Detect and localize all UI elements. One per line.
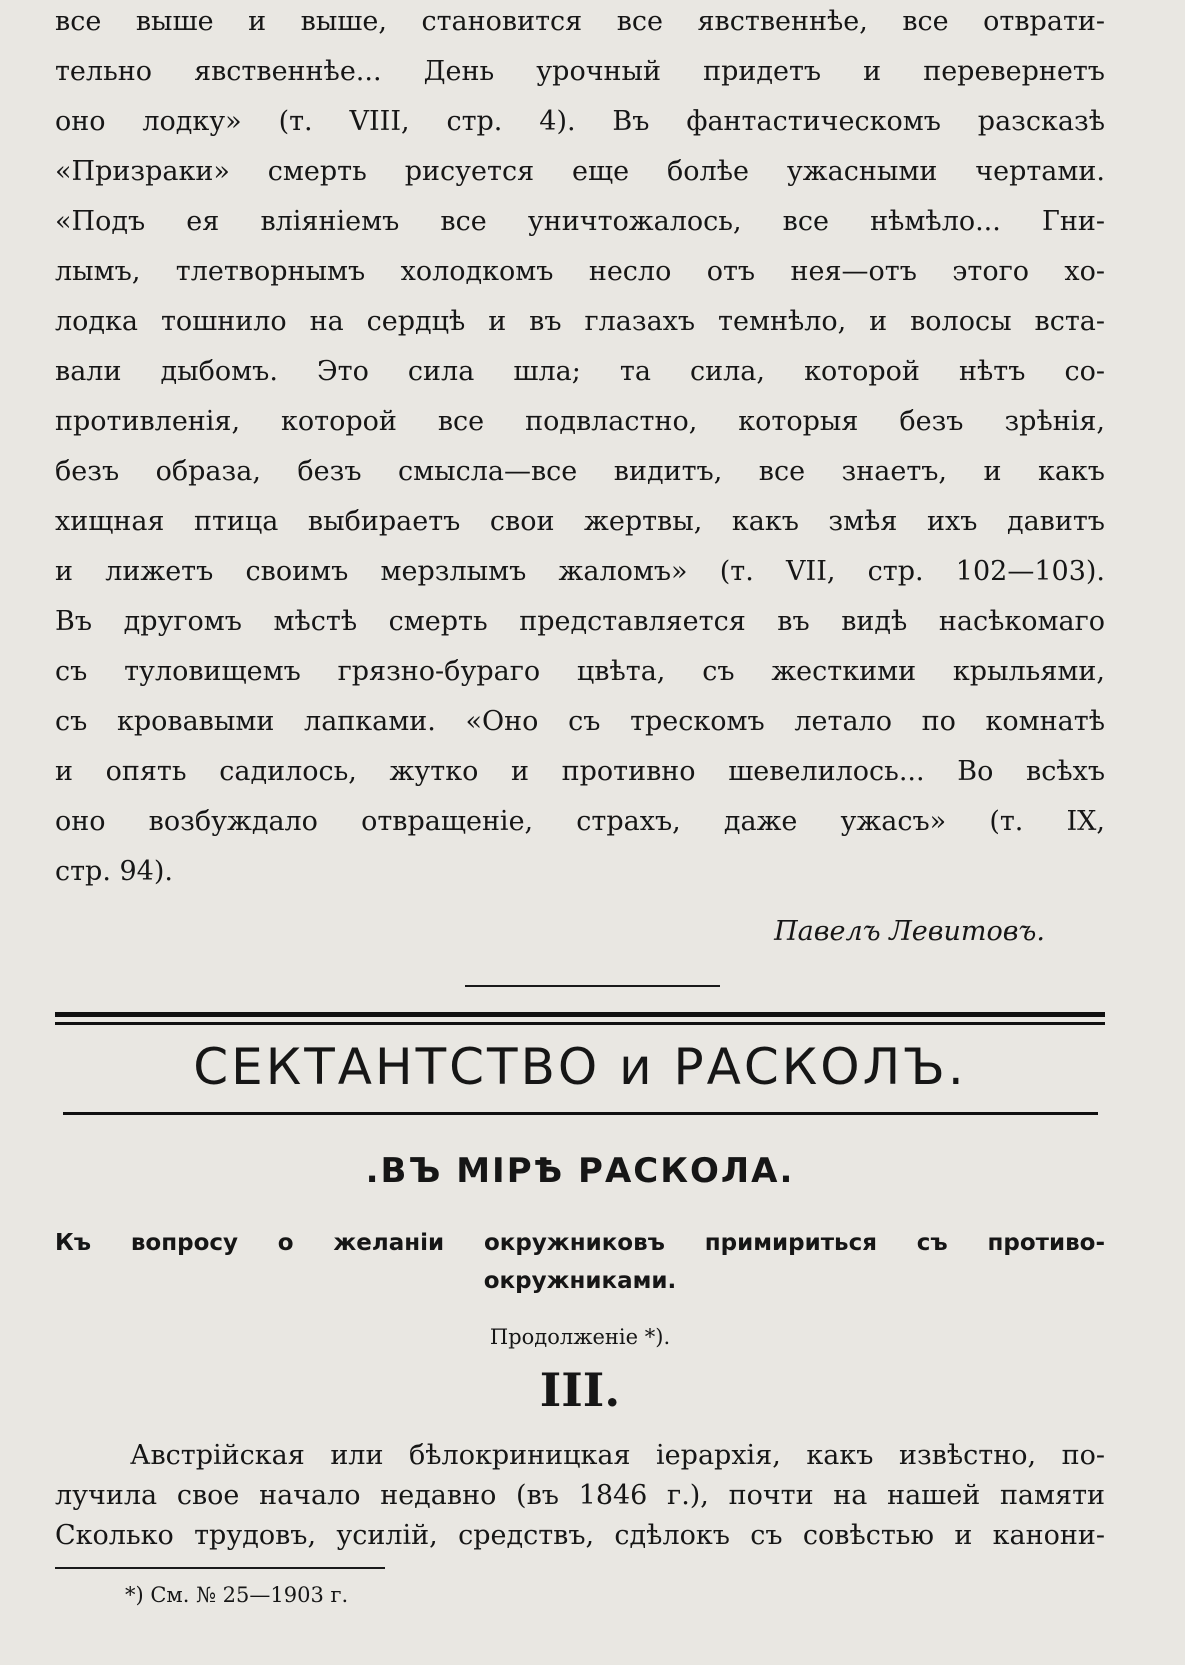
- body-line: лодка тошнило на сердцѣ и въ глазахъ темнѣло, и волосы вста-: [55, 306, 1105, 337]
- footnote-rule: [55, 1567, 385, 1569]
- body-line: оно возбуждало отвращеніе, страхъ, даже ужасъ» (т. IX,: [55, 806, 1105, 837]
- body-line: Австрійская или бѣлокриницкая іерархія, какъ извѣстно, по-: [130, 1440, 1105, 1471]
- section-rule-top: [55, 1012, 1105, 1017]
- section-title: СЕКТАНТСТВО и РАСКОЛЪ.: [193, 1038, 967, 1096]
- article-title-line: Къ вопросу о желаніи окружниковъ примириться съ противо-: [55, 1230, 1105, 1256]
- body-line: «Подъ ея вліяніемъ все уничтожалось, все нѣмѣло... Гни-: [55, 206, 1105, 237]
- sub-title: .ВЪ МІРѢ РАСКОЛА.: [365, 1151, 795, 1191]
- author-signature: Павелъ Левитовъ.: [774, 916, 1045, 947]
- body-line: лымъ, тлетворнымъ холодкомъ несло отъ нея—отъ этого хо-: [55, 256, 1105, 287]
- body-line: вали дыбомъ. Это сила шла; та сила, которой нѣтъ со-: [55, 356, 1105, 387]
- body-line: противленія, которой все подвластно, которыя безъ зрѣнія,: [55, 406, 1105, 437]
- body-line: и лижетъ своимъ мерзлымъ жаломъ» (т. VII, стр. 102—103).: [55, 556, 1105, 587]
- chapter-numeral: III.: [539, 1363, 621, 1417]
- body-line: съ кровавыми лапками. «Оно съ трескомъ летало по комнатѣ: [55, 706, 1105, 737]
- body-line: Сколько трудовъ, усилій, средствъ, сдѣлокъ съ совѣстью и канони-: [55, 1520, 1105, 1551]
- section-rule-top-thin: [55, 1022, 1105, 1025]
- short-divider: [465, 985, 720, 987]
- body-line: хищная птица выбираетъ свои жертвы, какъ змѣя ихъ давитъ: [55, 506, 1105, 537]
- body-line: тельно явственнѣе... День урочный придетъ и перевернетъ: [55, 56, 1105, 87]
- body-line: стр. 94).: [55, 856, 173, 887]
- section-rule-bottom: [63, 1112, 1098, 1115]
- body-line: оно лодку» (т. VIII, стр. 4). Въ фантастическомъ разсказѣ: [55, 106, 1105, 137]
- body-line: Въ другомъ мѣстѣ смерть представляется въ видѣ насѣкомаго: [55, 606, 1105, 637]
- body-line: безъ образа, безъ смысла—все видитъ, все знаетъ, и какъ: [55, 456, 1105, 487]
- body-line: и опять садилось, жутко и противно шевелилось... Во всѣхъ: [55, 756, 1105, 787]
- body-line: «Призраки» смерть рисуется еще болѣе ужасными чертами.: [55, 156, 1105, 187]
- body-line: лучила свое начало недавно (въ 1846 г.), почти на нашей памяти: [55, 1480, 1105, 1511]
- body-line: съ туловищемъ грязно-бураго цвѣта, съ жесткими крыльями,: [55, 656, 1105, 687]
- body-line: все выше и выше, становится все явственнѣе, все отврати-: [55, 6, 1105, 37]
- article-title-line: окружниками.: [483, 1268, 677, 1294]
- footnote: *) См. № 25—1903 г.: [125, 1583, 349, 1607]
- continuation-note: Продолженіе *).: [489, 1325, 671, 1349]
